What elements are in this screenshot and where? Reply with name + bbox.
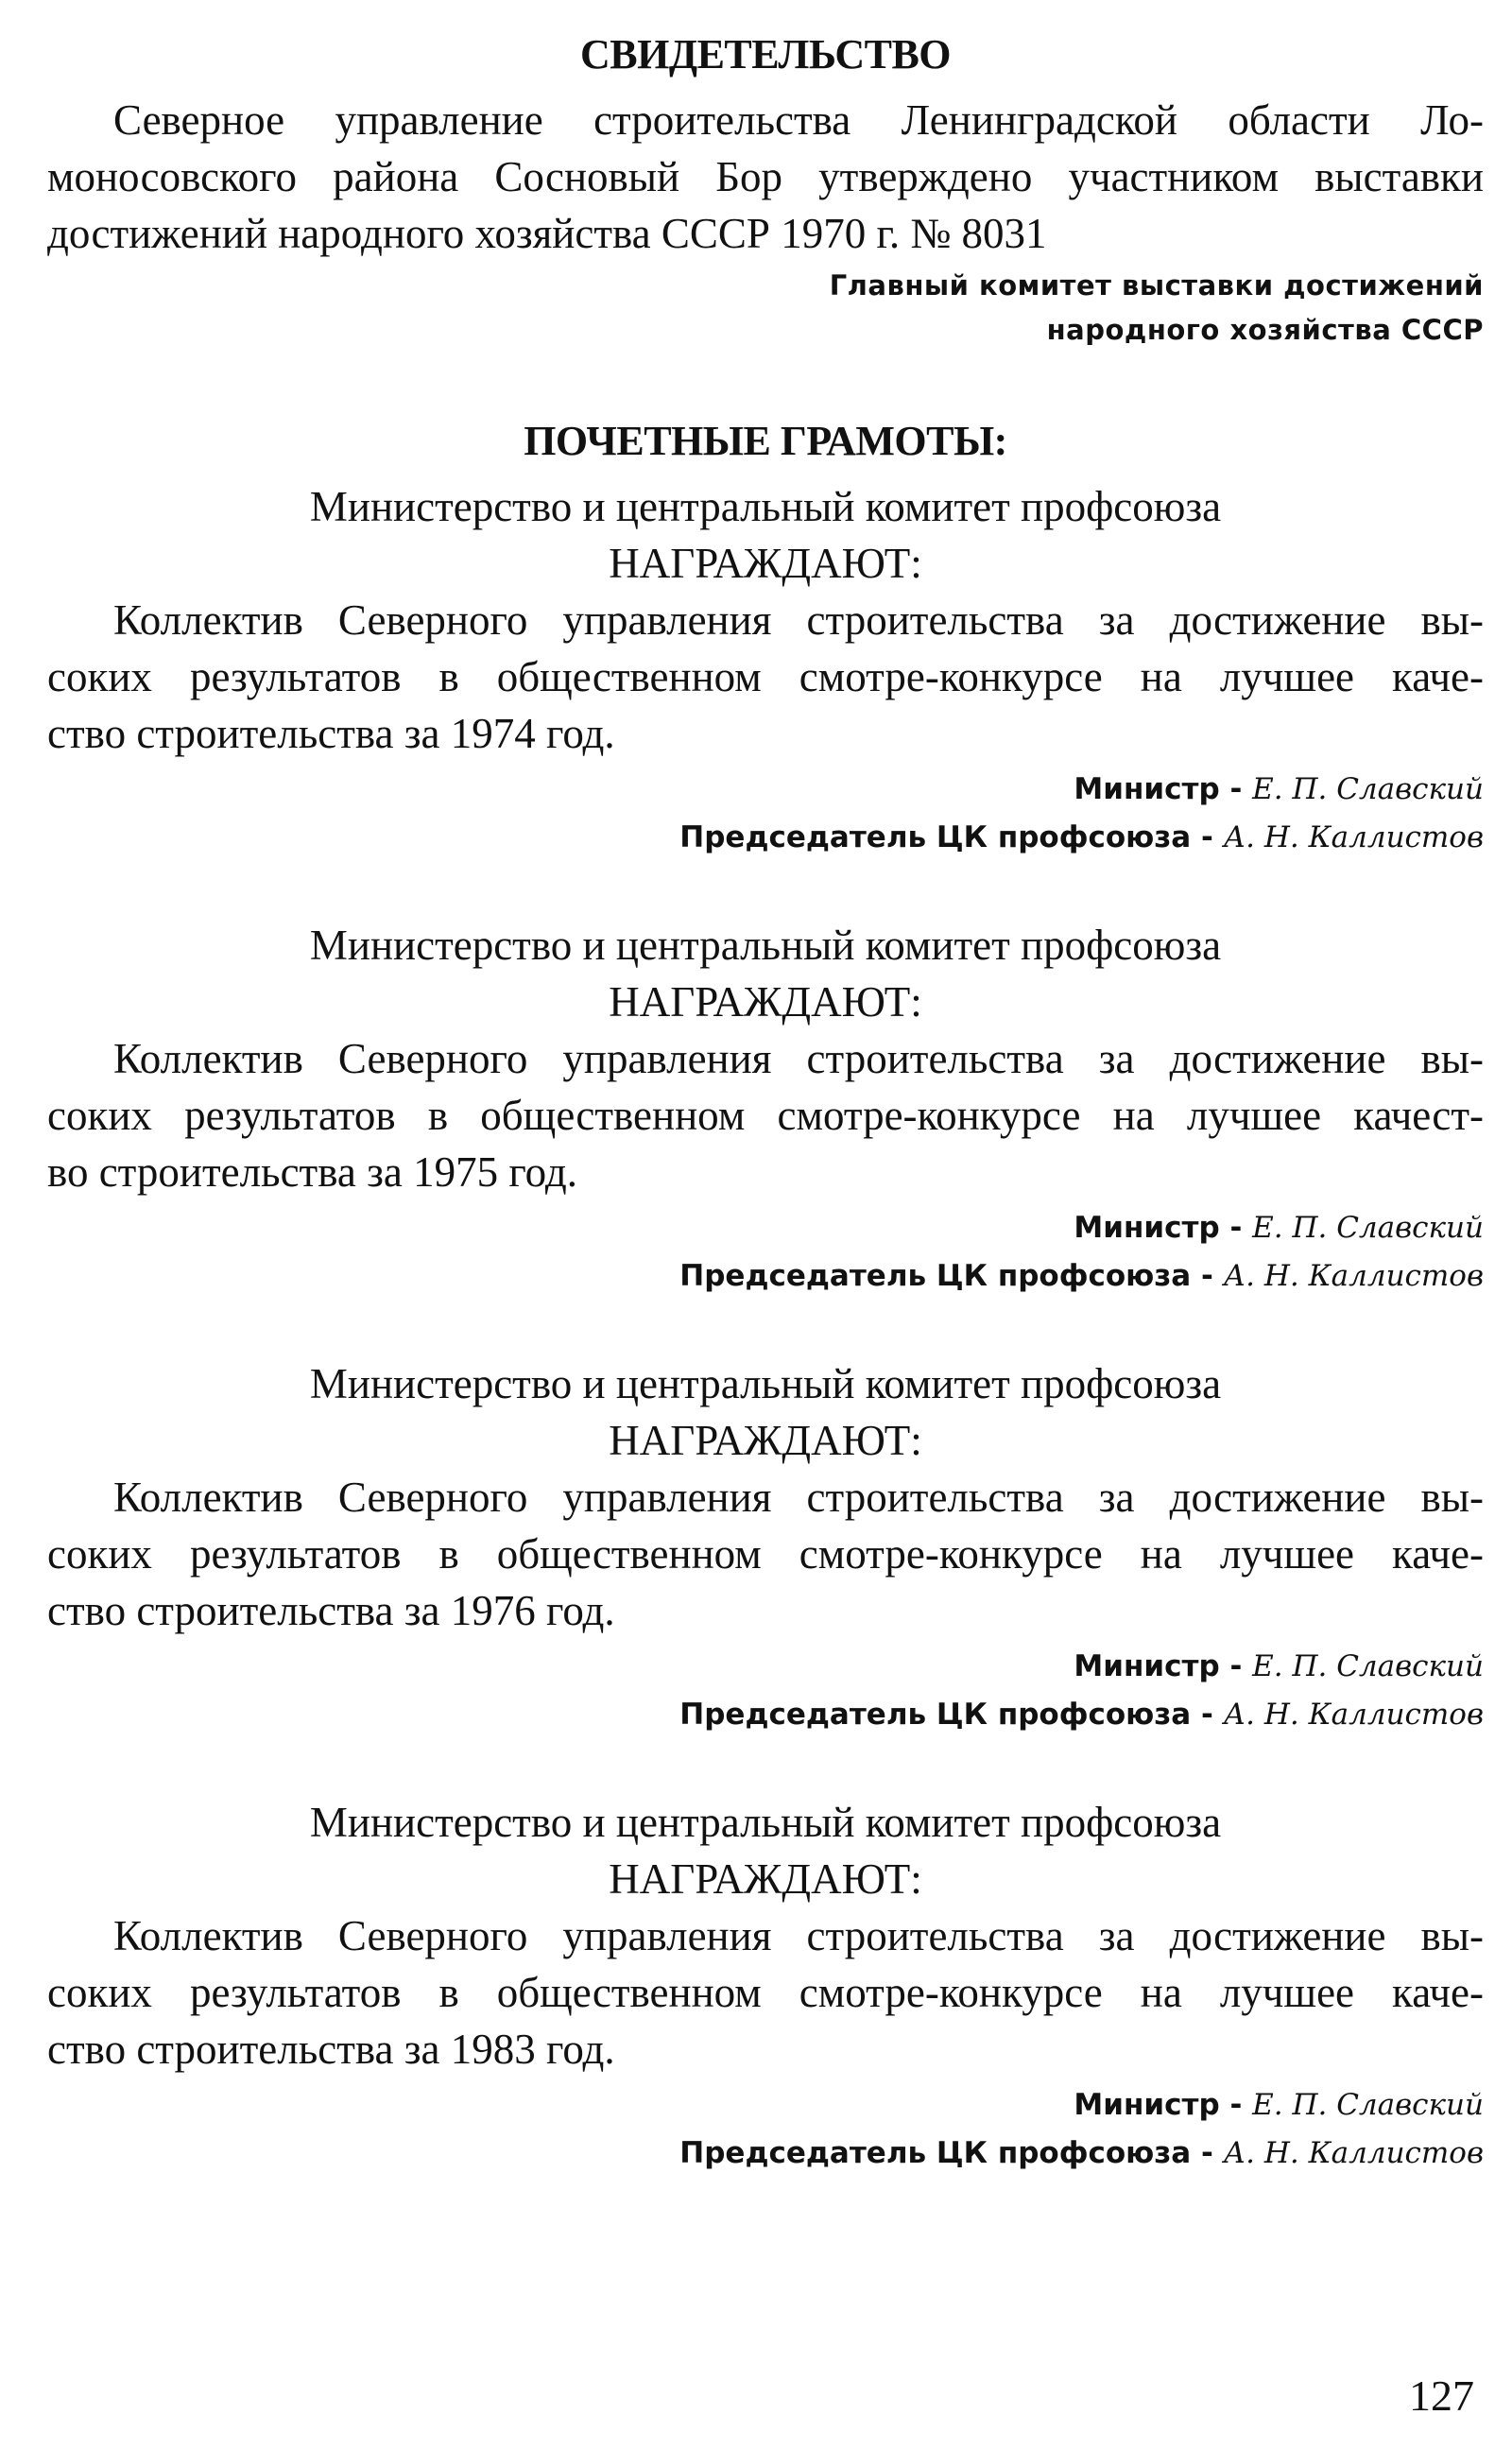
signer-name: Е. П. Славский xyxy=(1252,1649,1484,1683)
signer-name: А. Н. Каллистов xyxy=(1223,2136,1484,2170)
award-line: соких результатов в общественном смотре-конкурсе на лучшее каче- xyxy=(47,1969,1484,2016)
signer-chairman xyxy=(47,814,1484,862)
signer-role: Министр - xyxy=(1074,2088,1253,2122)
certificate-title: СВИДЕТЕЛЬСТВО xyxy=(579,31,952,78)
award-verb: НАГРАЖДАЮТ: xyxy=(609,978,922,1026)
award-line: соких результатов в общественном смотре-конкурсе на лучшее каче- xyxy=(47,653,1484,700)
award-authority: Министерство и центральный комитет профсоюза xyxy=(309,1799,1222,1846)
signer-role: Министр - xyxy=(1074,772,1253,806)
signer-minister xyxy=(47,2081,1484,2130)
signer-chairman xyxy=(47,2130,1484,2178)
document-page xyxy=(47,0,1484,2178)
award-line: Коллектив Северного управления строительства за достижение вы- xyxy=(113,1474,1484,1521)
certificate-line: моносовского района Сосновый Бор утверждено участником выставки xyxy=(47,153,1484,200)
award-line: во строительства за 1975 год. xyxy=(47,1148,578,1196)
award-line: Коллектив Северного управления строительства за достижение вы- xyxy=(113,1912,1484,1959)
award-line: ство строительства за 1976 год. xyxy=(47,1587,615,1634)
signer-role: Председатель ЦК профсоюза - xyxy=(679,2136,1224,2170)
award-verb: НАГРАЖДАЮТ: xyxy=(609,1855,922,1903)
award-signers xyxy=(47,766,1484,862)
award-line: соких результатов в общественном смотре-конкурсе на лучшее каче- xyxy=(47,1530,1484,1578)
signer-role: Председатель ЦК профсоюза - xyxy=(679,820,1224,854)
certificate-line: Северное управление строительства Ленинградской области Ло- xyxy=(113,96,1484,144)
honors-title: ПОЧЕТНЫЕ ГРАМОТЫ: xyxy=(524,418,1007,464)
award-text xyxy=(47,1469,1484,1639)
award-verb: НАГРАЖДАЮТ: xyxy=(609,1417,922,1464)
award-item xyxy=(47,1355,1484,1739)
award-signers xyxy=(47,1643,1484,1739)
award-authority: Министерство и центральный комитет профсоюза xyxy=(309,483,1222,530)
award-item xyxy=(47,1794,1484,2178)
award-item xyxy=(47,478,1484,862)
signer-role: Председатель ЦК профсоюза - xyxy=(679,1698,1224,1732)
award-text xyxy=(47,1907,1484,2078)
award-text xyxy=(47,1030,1484,1200)
award-verb: НАГРАЖДАЮТ: xyxy=(609,540,922,587)
signer-name: А. Н. Каллистов xyxy=(1223,820,1484,854)
signer-role: Министр - xyxy=(1074,1211,1253,1245)
certificate-line: достижений народного хозяйства СССР 1970 г. № 8031 xyxy=(47,210,1047,257)
signer-name: Е. П. Славский xyxy=(1252,772,1484,806)
page-number: 127 xyxy=(1409,2371,1474,2420)
signer-chairman xyxy=(47,1691,1484,1739)
issuer-line: Главный комитет выставки достижений xyxy=(829,269,1484,302)
certificate-text xyxy=(47,92,1484,262)
award-authority: Министерство и центральный комитет профсоюза xyxy=(309,1360,1222,1407)
signer-name: Е. П. Славский xyxy=(1252,1211,1484,1245)
issuer-line: народного хозяйства СССР xyxy=(1046,314,1484,346)
award-signers xyxy=(47,2081,1484,2178)
award-authority: Министерство и центральный комитет профсоюза xyxy=(309,922,1222,969)
award-line: Коллектив Северного управления строительства за достижение вы- xyxy=(113,596,1484,644)
award-line: Коллектив Северного управления строительства за достижение вы- xyxy=(113,1035,1484,1082)
signer-name: Е. П. Славский xyxy=(1252,2088,1484,2122)
signer-minister xyxy=(47,1204,1484,1252)
award-signers xyxy=(47,1204,1484,1301)
award-line: соких результатов в общественном смотре-конкурсе на лучшее качест- xyxy=(47,1092,1484,1139)
award-text xyxy=(47,592,1484,762)
signer-role: Председатель ЦК профсоюза - xyxy=(679,1259,1224,1293)
signer-chairman xyxy=(47,1252,1484,1301)
award-line: ство строительства за 1983 год. xyxy=(47,2026,615,2073)
award-item xyxy=(47,917,1484,1301)
signer-minister xyxy=(47,766,1484,814)
award-line: ство строительства за 1974 год. xyxy=(47,710,615,757)
signer-name: А. Н. Каллистов xyxy=(1223,1259,1484,1293)
signer-minister xyxy=(47,1643,1484,1691)
signer-name: А. Н. Каллистов xyxy=(1223,1698,1484,1732)
signer-role: Министр - xyxy=(1074,1649,1253,1683)
certificate-issuer xyxy=(47,264,1484,353)
